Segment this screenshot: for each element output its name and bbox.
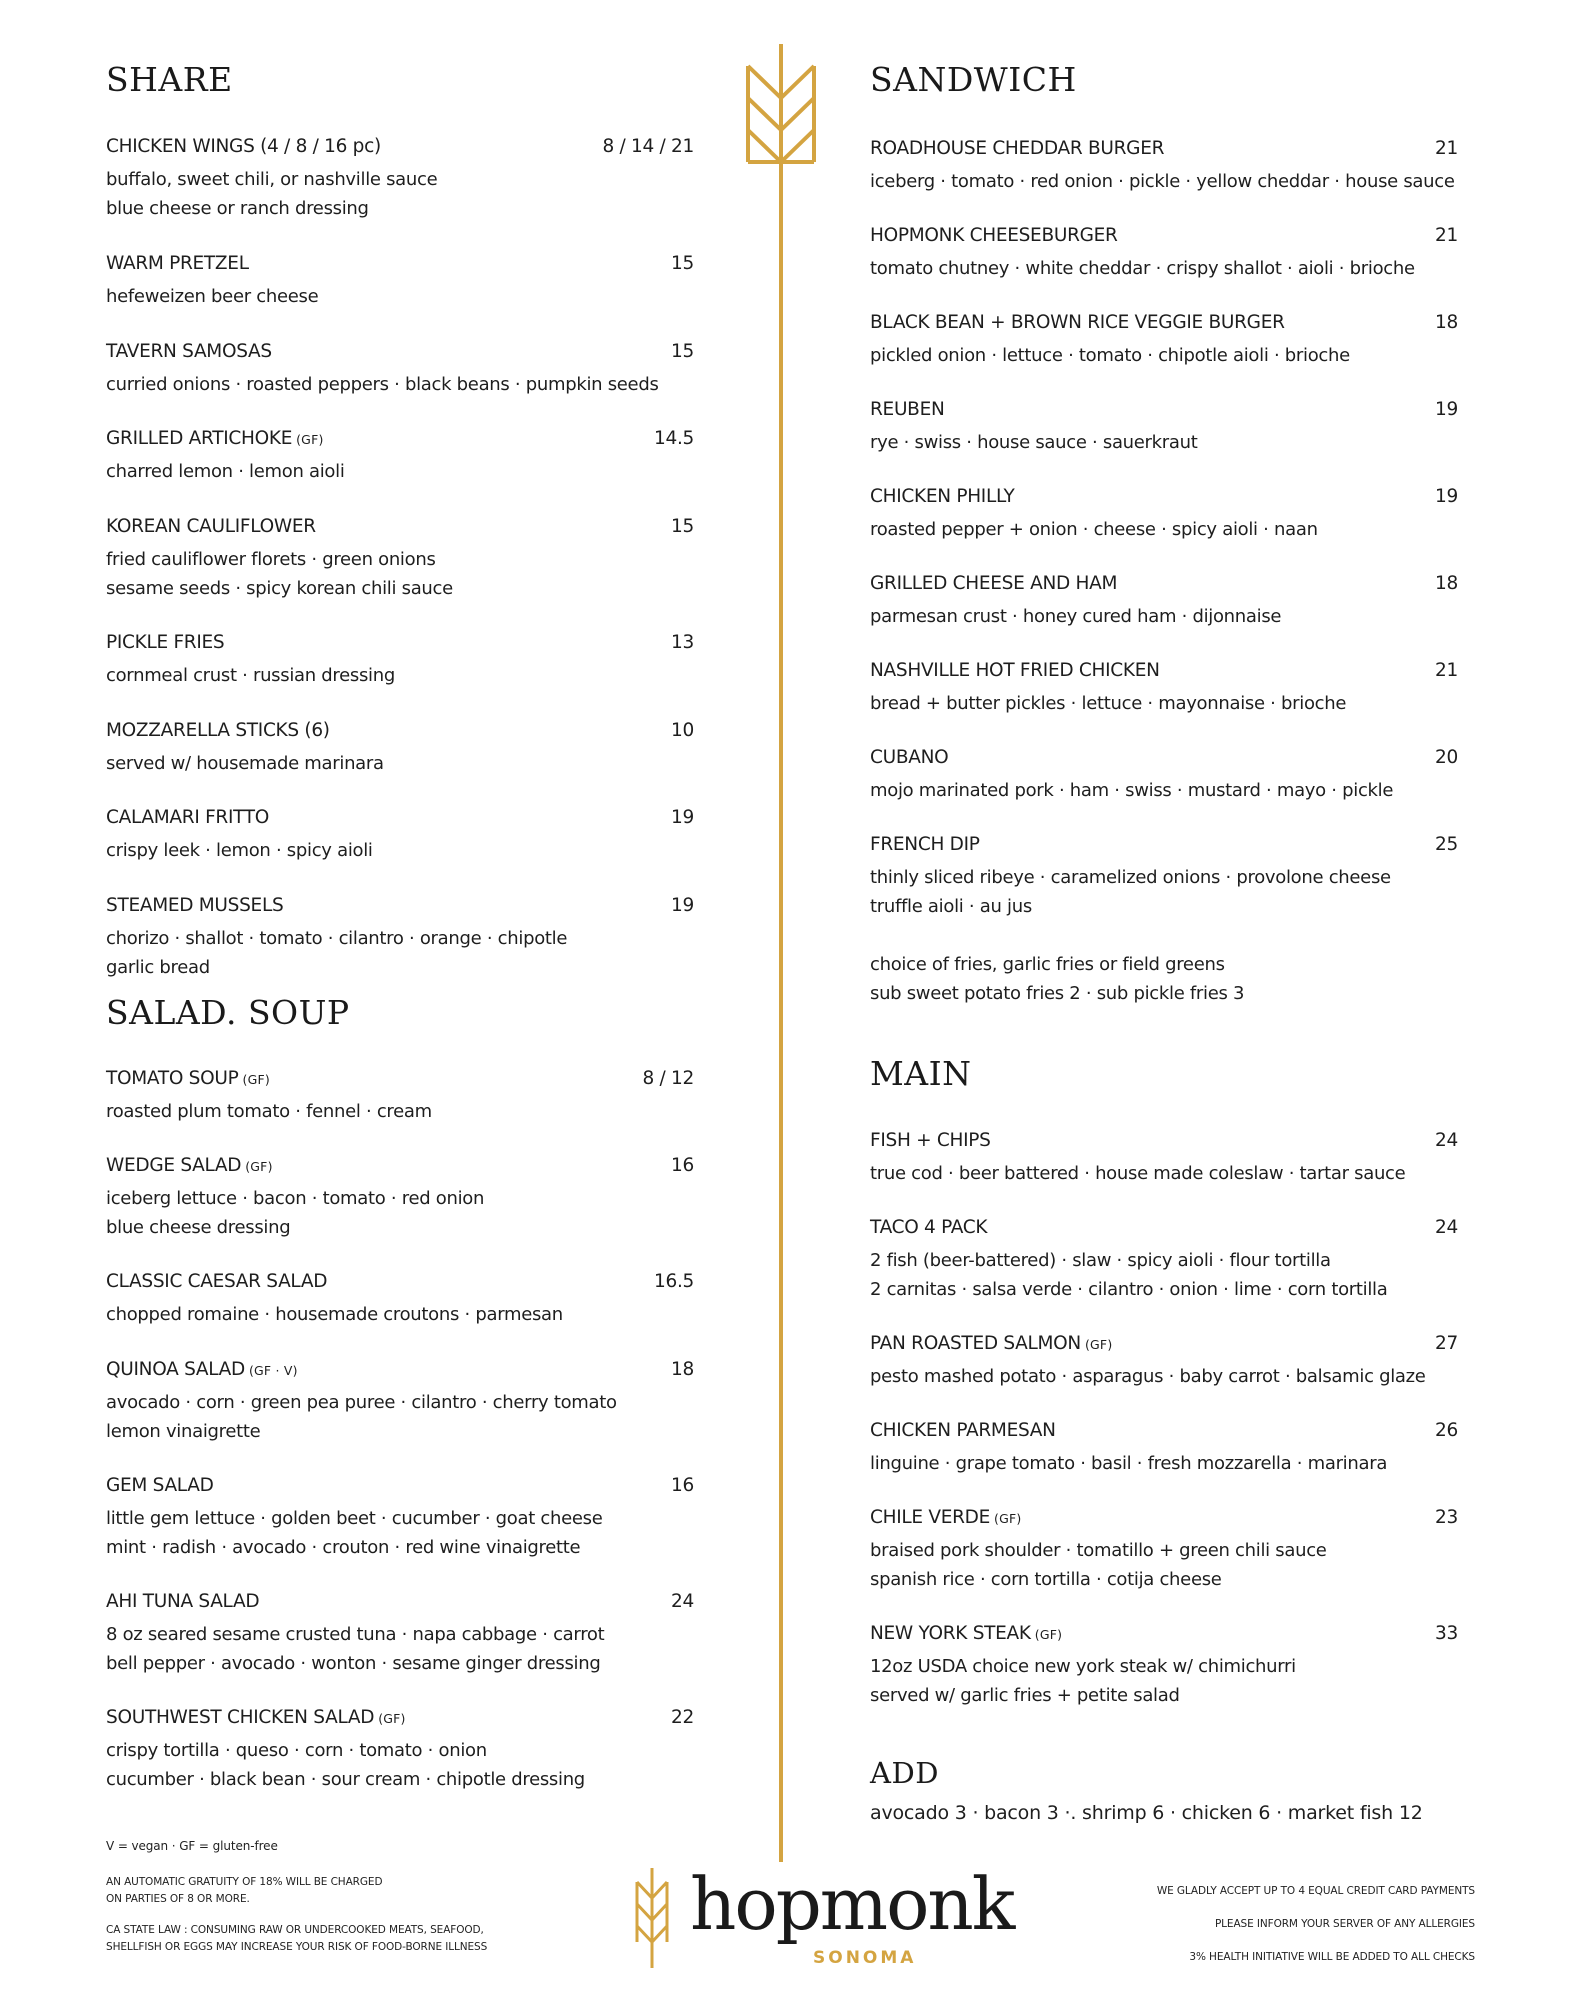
menu-item-description: true cod · beer battered · house made coleslaw · tartar sauce <box>870 1163 1406 1184</box>
menu-item <box>870 138 1458 196</box>
menu-item-price: 20 <box>1435 747 1458 768</box>
menu-item-price: 8 / 14 / 21 <box>602 136 694 157</box>
menu-item-diet-tag: (GF) <box>994 1511 1022 1526</box>
menu-item-name: FISH + CHIPS <box>870 1130 991 1151</box>
menu-item-price: 25 <box>1435 834 1458 855</box>
menu-item-name: GRILLED CHEESE AND HAM <box>870 573 1118 594</box>
menu-item-description: bell pepper · avocado · wonton · sesame ginger dressing <box>106 1653 601 1674</box>
menu-item-price: 18 <box>1435 573 1458 594</box>
payment-note: WE GLADLY ACCEPT UP TO 4 EQUAL CREDIT CARD PAYMENTS <box>1156 1885 1475 1897</box>
menu-item <box>106 1359 694 1446</box>
menu-item-name: AHI TUNA SALAD <box>106 1591 260 1612</box>
menu-item <box>106 1068 694 1126</box>
menu-item-diet-tag: (GF) <box>1034 1627 1063 1642</box>
payment-notes <box>1157 1875 1475 1974</box>
menu-item-name: CHILE VERDE <box>870 1507 990 1528</box>
menu-item-description: cornmeal crust · russian dressing <box>106 665 395 686</box>
menu-item-description: lemon vinaigrette <box>106 1421 261 1442</box>
menu-item-description: roasted plum tomato · fennel · cream <box>106 1101 432 1122</box>
menu-item-header <box>870 573 1458 602</box>
menu-item <box>106 1271 694 1329</box>
menu-item-price: 24 <box>671 1591 694 1612</box>
menu-item-price: 13 <box>671 632 694 653</box>
menu-item-diet-tag: (GF) <box>296 432 324 447</box>
menu-item-price: 27 <box>1435 1333 1458 1354</box>
menu-item-name: CHICKEN PARMESAN <box>870 1420 1056 1441</box>
menu-item-header <box>870 225 1458 254</box>
menu-item-diet-tag: (GF) <box>378 1711 406 1726</box>
menu-item-description: crispy leek · lemon · spicy aioli <box>106 840 373 861</box>
menu-item-description: mojo marinated pork · ham · swiss · mustard · mayo · pickle <box>870 780 1394 801</box>
menu-item-name: CALAMARI FRITTO <box>106 807 270 828</box>
menu-item-price: 15 <box>671 341 694 362</box>
menu-item-name: TACO 4 PACK <box>870 1217 988 1238</box>
menu-item <box>106 895 694 982</box>
menu-item-description: iceberg lettuce · bacon · tomato · red onion <box>106 1188 485 1209</box>
menu-item-price: 15 <box>671 516 694 537</box>
menu-item-price: 16 <box>671 1475 694 1496</box>
menu-item-name: GEM SALAD <box>106 1475 214 1496</box>
menu-item-name: STEAMED MUSSELS <box>106 895 284 916</box>
menu-item <box>106 136 694 223</box>
menu-item-description: 12oz USDA choice new york steak w/ chimichurri <box>870 1656 1296 1677</box>
menu-item-header <box>870 1623 1458 1652</box>
wheat-logo-icon <box>634 1868 670 1968</box>
menu-item <box>870 225 1458 283</box>
sides-note-2: sub sweet potato fries 2 · sub pickle fries 3 <box>870 983 1245 1004</box>
diet-legend: V = vegan · GF = gluten-free <box>106 1839 278 1853</box>
menu-item-description: braised pork shoulder · tomatillo + green chili sauce <box>870 1540 1327 1561</box>
menu-item <box>106 1475 694 1562</box>
menu-item-header <box>870 138 1458 167</box>
menu-item-description: roasted pepper + onion · cheese · spicy aioli · naan <box>870 519 1318 540</box>
main-title: MAIN <box>870 1054 972 1093</box>
menu-item-header <box>106 1271 694 1300</box>
menu-item-header <box>870 834 1458 863</box>
menu-item-name: QUINOA SALAD <box>106 1359 245 1380</box>
menu-item-description: 2 carnitas · salsa verde · cilantro · onion · lime · corn tortilla <box>870 1279 1388 1300</box>
menu-item-name: CHICKEN PHILLY <box>870 486 1015 507</box>
menu-item-name: CHICKEN WINGS (4 / 8 / 16 pc) <box>106 136 381 157</box>
menu-item-header <box>106 428 694 457</box>
logo-location: SONOMA <box>813 1948 917 1968</box>
menu-item-price: 24 <box>1435 1217 1458 1238</box>
menu-item-header <box>106 1591 694 1620</box>
menu-item-description: iceberg · tomato · red onion · pickle · yellow cheddar · house sauce <box>870 171 1455 192</box>
menu-item <box>870 1333 1458 1391</box>
menu-item-name: WEDGE SALAD <box>106 1155 242 1176</box>
menu-item-description: little gem lettuce · golden beet · cucumber · goat cheese <box>106 1508 603 1529</box>
menu-item-description: curried onions · roasted peppers · black beans · pumpkin seeds <box>106 374 659 395</box>
logo-wordmark: hopmonk <box>690 1862 1014 1946</box>
menu-item-description: hefeweizen beer cheese <box>106 286 319 307</box>
menu-item-name: CUBANO <box>870 747 949 768</box>
menu-item-description: garlic bread <box>106 957 210 978</box>
menu-item-price: 26 <box>1435 1420 1458 1441</box>
menu-item-price: 18 <box>1435 312 1458 333</box>
wheat-head-icon <box>742 60 820 176</box>
menu-item-name: FRENCH DIP <box>870 834 980 855</box>
menu-item-header <box>106 136 694 165</box>
menu-item-price: 19 <box>671 807 694 828</box>
menu-item <box>106 720 694 778</box>
menu-item-description: 2 fish (beer-battered) · slaw · spicy aioli · flour tortilla <box>870 1250 1331 1271</box>
menu-item-price: 21 <box>1435 225 1458 246</box>
menu-item-header <box>106 1068 694 1097</box>
menu-item-name: CLASSIC CAESAR SALAD <box>106 1271 328 1292</box>
menu-item-price: 8 / 12 <box>642 1068 694 1089</box>
menu-item-price: 23 <box>1435 1507 1458 1528</box>
menu-item-price: 16 <box>671 1155 694 1176</box>
menu-item-name: NEW YORK STEAK <box>870 1623 1031 1644</box>
wheat-divider-icon <box>777 44 785 1862</box>
menu-item-name: HOPMONK CHEESEBURGER <box>870 225 1118 246</box>
menu-item-description: buffalo, sweet chili, or nashville sauce <box>106 169 438 190</box>
menu-item-header <box>870 1217 1458 1246</box>
menu-item-description: linguine · grape tomato · basil · fresh mozzarella · marinara <box>870 1453 1388 1474</box>
menu-item <box>106 428 694 486</box>
menu-item-description: blue cheese or ranch dressing <box>106 198 369 219</box>
menu-item-description: cucumber · black bean · sour cream · chipotle dressing <box>106 1769 585 1790</box>
menu-item-description: truffle aioli · au jus <box>870 896 1032 917</box>
menu-item-diet-tag: (GF · V) <box>248 1363 298 1378</box>
menu-item <box>106 1155 694 1242</box>
menu-item-name: PAN ROASTED SALMON <box>870 1333 1081 1354</box>
menu-item-price: 24 <box>1435 1130 1458 1151</box>
menu-item <box>870 312 1458 370</box>
menu-item-name: TAVERN SAMOSAS <box>106 341 272 362</box>
share-title: SHARE <box>106 60 233 99</box>
menu-item-description: crispy tortilla · queso · corn · tomato · onion <box>106 1740 487 1761</box>
add-ons-line: avocado 3 · bacon 3 ·. shrimp 6 · chicken 6 · market fish 12 <box>870 1802 1423 1824</box>
menu-item-description: rye · swiss · house sauce · sauerkraut <box>870 432 1198 453</box>
menu-item-price: 33 <box>1435 1623 1458 1644</box>
menu-item-name: BLACK BEAN + BROWN RICE VEGGIE BURGER <box>870 312 1285 333</box>
menu-item-header <box>870 486 1458 515</box>
menu-item <box>870 486 1458 544</box>
menu-item <box>106 1591 694 1678</box>
menu-item <box>106 341 694 399</box>
menu-item-description: mint · radish · avocado · crouton · red wine vinaigrette <box>106 1537 581 1558</box>
menu-item-description: pesto mashed potato · asparagus · baby carrot · balsamic glaze <box>870 1366 1426 1387</box>
hopmonk-logo <box>630 1862 1014 1982</box>
menu-item <box>870 399 1458 457</box>
menu-item-header <box>106 632 694 661</box>
menu-item-price: 21 <box>1435 138 1458 159</box>
allergy-note: PLEASE INFORM YOUR SERVER OF ANY ALLERGIES <box>1214 1918 1475 1930</box>
menu-item <box>106 632 694 690</box>
menu-item-header <box>106 253 694 282</box>
menu-item-header <box>106 720 694 749</box>
menu-item-header <box>106 895 694 924</box>
menu-item-price: 19 <box>1435 399 1458 420</box>
salad-soup-title: SALAD. SOUP <box>106 993 350 1032</box>
menu-item-description: sesame seeds · spicy korean chili sauce <box>106 578 453 599</box>
menu-item-header <box>870 747 1458 776</box>
menu-item-header <box>106 1707 694 1736</box>
menu-item-header <box>870 399 1458 428</box>
menu-item-description: chorizo · shallot · tomato · cilantro · orange · chipotle <box>106 928 568 949</box>
menu-item-description: bread + butter pickles · lettuce · mayonnaise · brioche <box>870 693 1347 714</box>
menu-item <box>106 253 694 311</box>
menu-item <box>870 1623 1458 1710</box>
menu-item-name: PICKLE FRIES <box>106 632 225 653</box>
menu-item-description: 8 oz seared sesame crusted tuna · napa cabbage · carrot <box>106 1624 605 1645</box>
menu-item-diet-tag: (GF) <box>245 1159 273 1174</box>
health-initiative-note: 3% HEALTH INITIATIVE WILL BE ADDED TO ALL CHECKS <box>1189 1951 1475 1963</box>
menu-item-price: 19 <box>1435 486 1458 507</box>
menu-item-description: blue cheese dressing <box>106 1217 291 1238</box>
menu-item <box>870 1217 1458 1304</box>
menu-item-price: 14.5 <box>654 428 694 449</box>
menu-item-name: MOZZARELLA STICKS (6) <box>106 720 330 741</box>
gratuity-note-1: AN AUTOMATIC GRATUITY OF 18% WILL BE CHARGED <box>106 1876 383 1888</box>
menu-item-header <box>870 1333 1458 1362</box>
menu-item-description: fried cauliflower florets · green onions <box>106 549 436 570</box>
menu-item-description: pickled onion · lettuce · tomato · chipotle aioli · brioche <box>870 345 1350 366</box>
menu-item-price: 21 <box>1435 660 1458 681</box>
menu-item-price: 10 <box>671 720 694 741</box>
menu-item-description: tomato chutney · white cheddar · crispy shallot · aioli · brioche <box>870 258 1415 279</box>
menu-item-header <box>106 1155 694 1184</box>
menu-item-name: WARM PRETZEL <box>106 253 249 274</box>
menu-item-name: TOMATO SOUP <box>106 1068 239 1089</box>
menu-item <box>870 660 1458 718</box>
menu-item-name: REUBEN <box>870 399 945 420</box>
menu-item-diet-tag: (GF) <box>242 1072 270 1087</box>
menu-item-header <box>870 1420 1458 1449</box>
menu-item-description: served w/ housemade marinara <box>106 753 384 774</box>
menu-item-name: ROADHOUSE CHEDDAR BURGER <box>870 138 1165 159</box>
law-note-1: CA STATE LAW : CONSUMING RAW OR UNDERCOOKED MEATS, SEAFOOD, <box>106 1924 484 1936</box>
menu-item-diet-tag: (GF) <box>1084 1337 1113 1352</box>
menu-item-header <box>870 312 1458 341</box>
menu-item-description: parmesan crust · honey cured ham · dijonnaise <box>870 606 1282 627</box>
menu-item-name: SOUTHWEST CHICKEN SALAD <box>106 1707 375 1728</box>
gratuity-note-2: ON PARTIES OF 8 OR MORE. <box>106 1893 250 1905</box>
menu-item <box>870 747 1458 805</box>
menu-item <box>870 1507 1458 1594</box>
law-note-2: SHELLFISH OR EGGS MAY INCREASE YOUR RISK OF FOOD-BORNE ILLNESS <box>106 1941 488 1953</box>
menu-item-description: chopped romaine · housemade croutons · parmesan <box>106 1304 563 1325</box>
menu-item-description: served w/ garlic fries + petite salad <box>870 1685 1180 1706</box>
menu-item-description: avocado · corn · green pea puree · cilantro · cherry tomato <box>106 1392 617 1413</box>
menu-item-description: charred lemon · lemon aioli <box>106 461 345 482</box>
menu-item-price: 22 <box>671 1707 694 1728</box>
menu-item <box>870 573 1458 631</box>
menu-item-description: thinly sliced ribeye · caramelized onions · provolone cheese <box>870 867 1391 888</box>
sides-note-1: choice of fries, garlic fries or field greens <box>870 954 1225 975</box>
menu-item-price: 19 <box>671 895 694 916</box>
menu-item-header <box>870 660 1458 689</box>
menu-item <box>870 1420 1458 1478</box>
menu-item-price: 16.5 <box>654 1271 694 1292</box>
menu-item <box>106 516 694 603</box>
menu-item-header <box>870 1130 1458 1159</box>
menu-item <box>106 1707 694 1794</box>
menu-item <box>870 834 1458 921</box>
menu-item-price: 15 <box>671 253 694 274</box>
sandwich-title: SANDWICH <box>870 60 1077 99</box>
menu-item-header <box>106 341 694 370</box>
menu-item <box>870 1130 1458 1188</box>
menu-item-name: KOREAN CAULIFLOWER <box>106 516 316 537</box>
menu-item-header <box>106 1475 694 1504</box>
menu-item-header <box>106 516 694 545</box>
menu-item-header <box>870 1507 1458 1536</box>
menu-item-price: 18 <box>671 1359 694 1380</box>
menu-item <box>106 807 694 865</box>
menu-item-description: spanish rice · corn tortilla · cotija cheese <box>870 1569 1222 1590</box>
menu-item-header <box>106 1359 694 1388</box>
menu-item-name: NASHVILLE HOT FRIED CHICKEN <box>870 660 1160 681</box>
add-title: ADD <box>870 1756 939 1790</box>
menu-item-header <box>106 807 694 836</box>
menu-item-name: GRILLED ARTICHOKE <box>106 428 293 449</box>
